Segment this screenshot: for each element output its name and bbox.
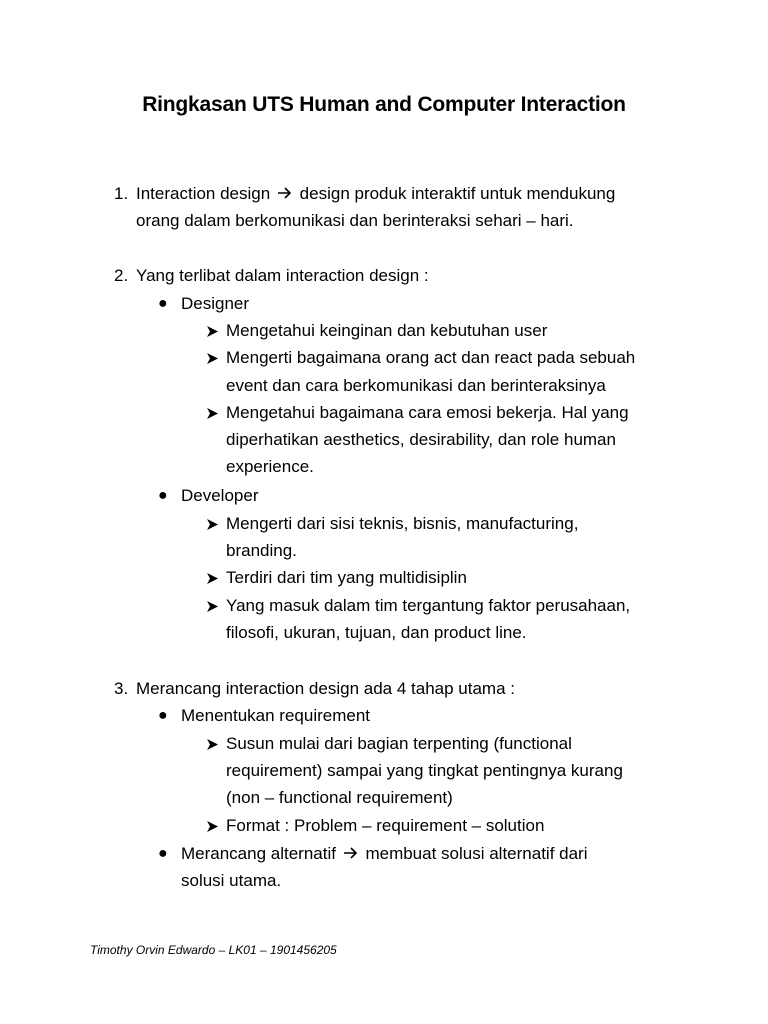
sub-item-continuation: filosofi, ukuran, tujuan, dan product line. bbox=[226, 623, 527, 642]
section-1-term: Interaction design bbox=[136, 184, 271, 203]
sub-item: Susun mulai dari bagian terpenting (functional bbox=[226, 734, 572, 753]
list-item-continuation: solusi utama. bbox=[181, 871, 282, 890]
sub-item-continuation: requirement) sampai yang tingkat pentingnya kurang bbox=[226, 761, 623, 780]
alternative-definition: membuat solusi alternatif dari bbox=[365, 844, 588, 863]
arrow-bullet-icon bbox=[204, 564, 220, 592]
page-title: Ringkasan UTS Human and Computer Interaction bbox=[142, 93, 626, 116]
arrow-bullet-icon bbox=[204, 399, 220, 427]
bullet-icon: ● bbox=[158, 845, 168, 862]
sub-item-continuation: experience. bbox=[226, 457, 314, 476]
arrow-bullet-icon bbox=[204, 730, 220, 758]
list-item-requirement: Menentukan requirement bbox=[181, 706, 371, 725]
arrow-bullet-icon bbox=[204, 592, 220, 620]
list-item-developer: Developer bbox=[181, 486, 259, 505]
sub-item-continuation: branding. bbox=[226, 541, 297, 560]
right-arrow-icon bbox=[277, 186, 293, 200]
sub-item: Format : Problem – requirement – solution bbox=[226, 816, 545, 835]
sub-item: Mengerti dari sisi teknis, bisnis, manufacturing, bbox=[226, 514, 579, 533]
sub-item-continuation: (non – functional requirement) bbox=[226, 788, 453, 807]
section-2-number: 2. bbox=[114, 266, 129, 285]
sub-item-continuation: event dan cara berkomunikasi dan berinteraksinya bbox=[226, 376, 606, 395]
sub-item: Yang masuk dalam tim tergantung faktor perusahaan, bbox=[226, 596, 631, 615]
page-footer: Timothy Orvin Edwardo – LK01 – 1901456205 bbox=[90, 943, 337, 957]
right-arrow-icon bbox=[343, 846, 359, 860]
section-3-heading: Merancang interaction design ada 4 tahap utama : bbox=[136, 679, 515, 698]
list-item-alternative bbox=[181, 840, 588, 868]
arrow-bullet-icon bbox=[204, 344, 220, 372]
section-3-number: 3. bbox=[114, 679, 129, 698]
arrow-bullet-icon bbox=[204, 812, 220, 840]
sub-item-continuation: diperhatikan aesthetics, desirability, dan role human bbox=[226, 430, 616, 449]
bullet-icon: ● bbox=[158, 295, 168, 312]
section-1-line-1 bbox=[136, 180, 615, 208]
list-item-designer: Designer bbox=[181, 294, 250, 313]
sub-item: Mengetahui keinginan dan kebutuhan user bbox=[226, 321, 548, 340]
arrow-bullet-icon bbox=[204, 510, 220, 538]
section-1-number: 1. bbox=[114, 184, 129, 203]
alternative-term: Merancang alternatif bbox=[181, 844, 336, 863]
sub-item: Terdiri dari tim yang multidisiplin bbox=[226, 568, 467, 587]
section-2-heading: Yang terlibat dalam interaction design : bbox=[136, 266, 429, 285]
bullet-icon: ● bbox=[158, 487, 168, 504]
section-1-line-2: orang dalam berkomunikasi dan berinteraksi sehari – hari. bbox=[136, 211, 574, 230]
bullet-icon: ● bbox=[158, 707, 168, 724]
sub-item: Mengetahui bagaimana cara emosi bekerja. Hal yang bbox=[226, 403, 629, 422]
sub-item: Mengerti bagaimana orang act dan react pada sebuah bbox=[226, 348, 636, 367]
section-1-definition: design produk interaktif untuk mendukung bbox=[299, 184, 616, 203]
arrow-bullet-icon bbox=[204, 317, 220, 345]
